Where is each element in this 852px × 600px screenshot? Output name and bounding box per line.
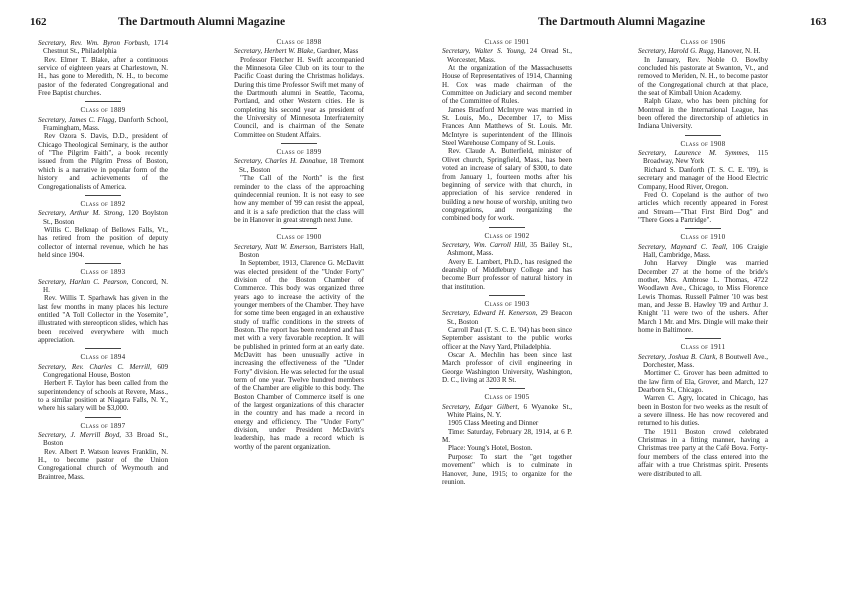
secretary-address: Hanover, N. H.: [717, 47, 761, 56]
entry-body: [38, 132, 168, 190]
secretary-address: Barristers Hall, Boston: [239, 242, 364, 259]
class-entry: [638, 233, 768, 334]
entry-body: [38, 379, 168, 412]
news-paragraph: In January, Rev. Noble O. Bowlby concluded his pastorate at Swanton, Vt., and removed to Meriden, N. H., to become pastor of the Congregational church at that place, the seat of Kimball Union Academy.: [638, 55, 768, 98]
left-page-header: [0, 16, 426, 32]
class-entry: [38, 353, 168, 412]
class-heading: Class of 1902: [484, 231, 530, 240]
secretary-name: Secretary, Harlan C. Pearson,: [38, 277, 129, 286]
secretary-name: Secretary, Rev. Charles C. Merrill,: [38, 362, 152, 371]
page-number: 163: [810, 16, 827, 28]
secretary-address: 106 Craigie Hall, Cambridge, Mass.: [643, 242, 768, 259]
entry-body: [638, 56, 768, 131]
secretary-line: [234, 157, 364, 174]
news-paragraph: In September, 1913, Clarence G. McDavitt was elected president of the "Under Forty" division of the Boston Chamber of Commerce. This body was organized three years ago to increase the activity of the younger members of the Chamber. They have for some time been engaged in an exhaustive study of traffic conditions in the streets of Boston. The report has been rendered and has met with a very favorable reception. It will be published in printed form at an early date. McDavitt has been unusually active in increasing the effectiveness of the "Under Forty" division. He was selected for the usual term of one year. Twelve hundred members of the Chamber are eligible to this body. The Boston Chamber of Commerce itself is one of the largest organizations of this character in the country and has made a record in energy and efficiency. The "Under Forty" division, under President McDavitt's leadership, has made a record which is worthy of the parent organization.: [234, 259, 364, 451]
news-paragraph: Mortimer C. Grover has been admitted to the law firm of Ela, Grover, and March, 127 Dearborn St., Chicago.: [638, 369, 768, 395]
news-paragraph: Warren C. Agry, located in Chicago, has been in Boston for two weeks as the result of a severe illness. He has now recovered and returned to his duties.: [638, 394, 768, 428]
secretary-address: 29 Beacon St., Boston: [447, 309, 572, 326]
secretary-line: [38, 209, 168, 226]
secretary-name: Secretary, Joshua B. Clark,: [638, 352, 718, 361]
class-heading: Class of 1900: [276, 233, 322, 242]
news-paragraph: Herbert F. Taylor has been called from the superintendency of schools at Revere, Mass., to a similar position at Niagara Falls, N. Y., where his salary will be $3,000.: [38, 379, 168, 413]
entry-body: [38, 448, 168, 481]
class-entry: [234, 38, 364, 139]
column: [234, 38, 364, 455]
secretary-name: Secretary, Herbert W. Blake,: [234, 47, 316, 56]
class-heading: Class of 1906: [680, 38, 726, 46]
class-entry: [442, 300, 572, 384]
secretary-address: Danforth School, Framingham, Mass.: [43, 115, 168, 133]
secretary-line: [442, 241, 572, 258]
class-heading: Class of 1893: [80, 268, 126, 277]
section-divider: [685, 135, 721, 136]
secretary-name: Secretary, Laurence M. Symmes,: [638, 149, 750, 158]
secretary-address: 24 Oread St., Worcester, Mass.: [447, 47, 572, 64]
class-heading: Class of 1905: [484, 393, 530, 402]
entry-body: [234, 56, 364, 139]
section-divider: [281, 143, 317, 144]
secretary-address: 609 Congregational House, Boston: [43, 362, 168, 380]
class-entry: [38, 422, 168, 481]
entry-body: [38, 56, 168, 98]
news-paragraph: The 1911 Boston crowd celebrated Christmas in a fitting manner, having a Christmas tree party at the Café Bova. Forty-four members of the class entered into the affair with a true Christmas spirit. Presents were distributed to all.: [638, 427, 768, 478]
class-heading: Class of 1910: [680, 233, 726, 242]
column: [638, 38, 768, 482]
news-paragraph: Rev. Albert P. Watson leaves Franklin, N. H., to become pastor of the Union Congregational church of Weymouth and Braintree, Mass.: [38, 447, 168, 481]
secretary-line: [442, 47, 572, 64]
news-paragraph: At the organization of the Massachusetts House of Representatives of 1914, Channing H. Cox was made chairman of the Committee on Judiciary and second member of the Committee of Rules.: [442, 64, 572, 106]
class-entry: [234, 233, 364, 451]
class-entry: [442, 38, 572, 223]
news-paragraph: Rev Ozora S. Davis, D.D., president of Chicago Theological Seminary, is the author of "The Pilgrim Faith", a book recently issued from the Pilgrim Press of Boston, which is a narrative in popular form of the history and achievements of the Congregationalists of America.: [38, 132, 168, 191]
entry-body: [234, 259, 364, 451]
news-paragraph: Carroll Paul (T. S. C. E. '04) has been since September assistant to the public works officer at the Navy Yard, Philadelphia.: [442, 326, 572, 351]
secretary-line: [442, 403, 572, 420]
class-entry: [442, 393, 572, 486]
news-paragraph: Richard S. Danforth (T. S. C. E. '09), is secretary and manager of the Hood Electric Company, Hood River, Oregon.: [638, 165, 768, 191]
class-entry: [38, 106, 168, 190]
secretary-line: [38, 39, 168, 56]
news-paragraph: Professor Fletcher H. Swift accompanied the Minnesota Glee Club on its tour to the Pacific Coast during the Christmas holidays. During this time Professor Swift met many of the Dartmouth alumni in Seattle, Tacoma, Portland, and other Western cities. He is completing his second year as president of the University of Minnesota Interfraternity Council, and is chairman of the Senate Committee on Student Affairs.: [234, 55, 364, 139]
entry-body: [442, 326, 572, 384]
news-paragraph: Ralph Glaze, who has been pitching for Montreal in the International League, has been offered the directorship of athletics in Indiana University.: [638, 97, 768, 131]
secretary-name: Secretary, Arthur M. Strong,: [38, 209, 125, 218]
class-heading: Class of 1908: [680, 139, 726, 148]
news-paragraph: Place: Young's Hotel, Boston.: [448, 444, 533, 453]
news-paragraph: James Bradford McIntyre was married in St. Louis, Mo., December 17, to Miss Frances Ann Matthews of St. Louis. Mr. McIntyre is superintendent of the Illinois Steel Warehouse Company of St. Louis.: [442, 105, 572, 148]
class-heading: Class of 1897: [80, 421, 126, 430]
section-divider: [85, 195, 121, 196]
news-paragraph: 1905 Class Meeting and Dinner: [448, 419, 539, 428]
secretary-line: [38, 431, 168, 448]
secretary-line: [638, 243, 768, 260]
secretary-address: 115 Broadway, New York: [643, 149, 768, 166]
secretary-name: Secretary, Edgar Gilbert,: [442, 402, 520, 411]
class-entry: [38, 200, 168, 259]
entry-body: [38, 226, 168, 259]
running-title: The Dartmouth Alumni Magazine: [118, 16, 286, 28]
right-page-header: [426, 16, 852, 32]
secretary-line: [234, 243, 364, 260]
class-heading: Class of 1911: [680, 343, 726, 352]
section-divider: [85, 101, 121, 102]
news-paragraph: Purpose: To start the "get together movement" which is to culminate in Hanover, June, 1915; to organize for the reunion.: [442, 452, 572, 486]
secretary-address: Concord, N. H.: [43, 277, 168, 294]
entry-body: [442, 419, 572, 486]
news-paragraph: Avery E. Lambert, Ph.D., has resigned the deanship of Middlebury College and has become Burr professor of natural history in that institution.: [442, 257, 572, 291]
news-paragraph: Willis C. Belknap of Bellows Falls, Vt., has retired from the position of deputy collector of internal revenue, which he has held since 1904.: [38, 225, 168, 259]
secretary-address: 33 Broad St., Boston: [43, 431, 168, 448]
news-paragraph: Rev. Claude A. Butterfield, minister of Olivet church, Springfield, Mass., has been voted an increase of salary of $300, to date from January 1, fourteen moths after his beginning of service with that church, in appreciation of his service rendered in building a new house of worship, uniting two congregations, and reorganizing the combined body for work.: [442, 147, 572, 223]
section-divider: [489, 295, 525, 296]
section-divider: [489, 388, 525, 389]
section-divider: [489, 227, 525, 228]
news-paragraph: Fred O. Copeland is the author of two articles which recently appeared in Forest and Stream—"That First Bird Dog" and "There Goes a Partridge".: [638, 190, 768, 224]
secretary-line: [38, 278, 168, 295]
section-divider: [85, 417, 121, 418]
secretary-name: Secretary, Wm. Carroll Hill,: [442, 240, 527, 249]
entry-body: [442, 258, 572, 291]
secretary-name: Secretary, Maynard C. Teall,: [638, 242, 728, 251]
right-page: [426, 0, 852, 600]
secretary-line: [638, 149, 768, 166]
page-number: 162: [30, 16, 47, 28]
entry-body: [38, 294, 168, 344]
news-paragraph: Time: Saturday, February 28, 1914, at 6 P. M.: [442, 427, 572, 445]
news-paragraph: Rev. Willis T. Sparhawk has given in the last few months in many places his lecture entitled "A Toll Collector in the Yosemite", illustrated with stereopticon slides, which has been received everywhere with much appreciation.: [38, 294, 168, 344]
secretary-address: 18 Tremont St., Boston: [239, 157, 364, 174]
news-paragraph: "The Call of the North" is the first reminder to the class of the approaching quindecennial reunion. It is not easy to see how any member of '99 can resist the appeal, and it is a safe prediction that the class will be in Hanover in great strength next June.: [234, 174, 364, 224]
column: [38, 38, 168, 485]
secretary-name: Secretary, Charles H. Donahue,: [234, 157, 328, 166]
column: [442, 38, 572, 490]
secretary-name: Secretary, Natt W. Emerson,: [234, 242, 317, 251]
secretary-line: [38, 363, 168, 380]
secretary-name: Secretary, Edward H. Kenerson,: [442, 309, 538, 318]
secretary-address: 35 Bailey St., Ashmont, Mass.: [447, 240, 572, 258]
class-entry: [442, 232, 572, 291]
class-entry: [38, 268, 168, 344]
secretary-name: Secretary, James C. Flagg,: [38, 115, 117, 124]
section-divider: [85, 348, 121, 349]
entry-body: [638, 259, 768, 334]
entry-body: [638, 369, 768, 477]
section-divider: [685, 338, 721, 339]
secretary-line: [38, 116, 168, 133]
class-heading: Class of 1892: [80, 199, 126, 208]
secretary-line: [234, 47, 364, 55]
class-entry: [638, 343, 768, 478]
class-entry: [638, 38, 768, 131]
secretary-address: Gardner, Mass: [316, 47, 359, 56]
news-paragraph: Oscar A. Mechlin has been since last March professor of civil engineering in George Washington University, Washington, D. C., living at 3203 R St.: [442, 351, 572, 385]
secretary-name: Secretary, Rev. Wm. Byron Forbush,: [38, 39, 150, 47]
class-entry: [234, 148, 364, 224]
class-heading: Class of 1901: [484, 38, 530, 46]
section-divider: [281, 228, 317, 229]
running-title: The Dartmouth Alumni Magazine: [538, 16, 706, 28]
entry-body: [442, 64, 572, 223]
class-heading: Class of 1889: [80, 106, 126, 115]
section-divider: [85, 263, 121, 264]
class-entry: [638, 140, 768, 224]
class-heading: Class of 1899: [276, 148, 322, 157]
section-divider: [685, 228, 721, 229]
class-entry: [38, 39, 168, 97]
secretary-address: 6 Wyanoke St., White Plains, N. Y.: [447, 402, 572, 420]
news-paragraph: Rev. Elmer T. Blake, after a continuous service of eighteen years at Charlestown, N. H., has gone to Meredith, N. H., to become pastor of the federated Congregational and Free Baptist churches.: [38, 55, 168, 98]
entry-body: [638, 166, 768, 224]
entry-body: [234, 174, 364, 224]
secretary-line: [442, 309, 572, 326]
secretary-name: Secretary, Walter S. Young,: [442, 47, 526, 56]
secretary-name: Secretary, J. Merrill Boyd,: [38, 431, 122, 440]
secretary-address: 120 Boylston St., Boston: [43, 209, 168, 226]
news-paragraph: John Harvey Dingle was married December 27 at the home of the bride's mother, Mrs. Ambrose L. Thomas, 4722 Woodlawn Ave., Chicago, to Miss Florence Lewis Thomas. Russell Palmer '10 was best man, and Jesse B. Hawley '09 and Arthur J. Knight '11 were two of the ushers. After March 1 Mr. and Mrs. Dingle will make their home in Baltimore.: [638, 259, 768, 334]
secretary-name: Secretary, Harold G. Rugg,: [638, 47, 716, 56]
secretary-line: [638, 47, 768, 55]
class-heading: Class of 1894: [80, 353, 126, 362]
class-heading: Class of 1903: [484, 299, 530, 308]
secretary-address: 8 Boutwell Ave., Dorchester, Mass.: [643, 352, 768, 370]
secretary-line: [638, 353, 768, 370]
secretary-address: 1714 Chestnut St., Philadelphia: [43, 39, 168, 56]
class-heading: Class of 1898: [276, 38, 322, 46]
